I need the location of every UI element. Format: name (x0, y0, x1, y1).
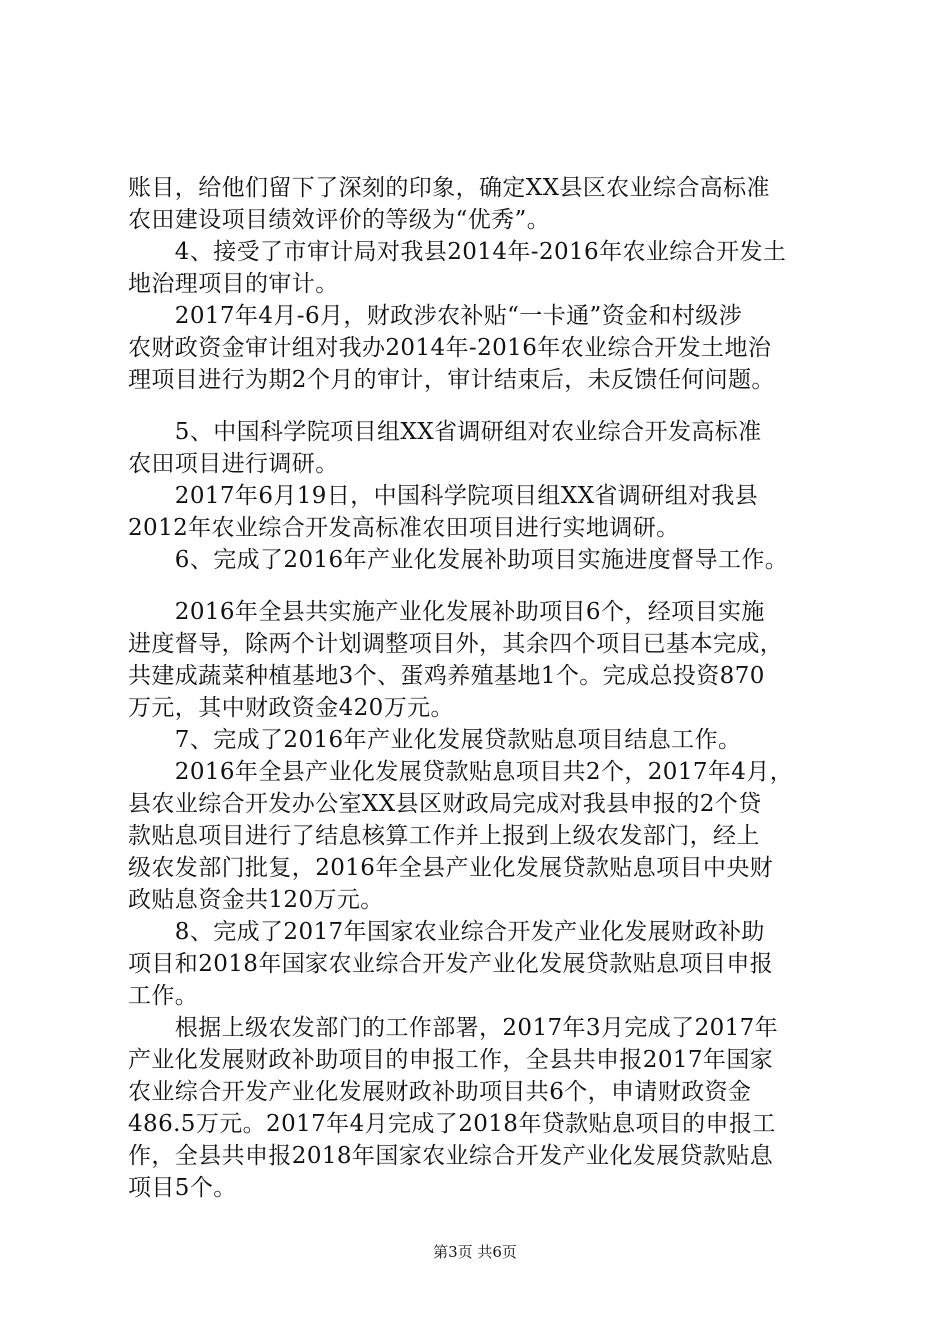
text-line: 项目和2018年国家农业综合开发产业化发展贷款贴息项目申报 (128, 951, 774, 977)
text-line: 8、完成了2017年国家农业综合开发产业化发展财政补助 (128, 919, 765, 945)
text-line: 万元，其中财政资金420万元。 (128, 695, 454, 721)
text-line: 地治理项目的审计。 (128, 271, 339, 297)
text-line: 农业综合开发产业化发展财政补助项目共6个，申请财政资金 (128, 1079, 752, 1105)
text-line: 工作。 (128, 983, 199, 1009)
text-line: 农财政资金审计组对我办2014年-2016年农业综合开发土地治 (128, 335, 772, 361)
text-line: 2017年6月19日，中国科学院项目组XX省调研组对我县 (128, 483, 759, 509)
text-line: 产业化发展财政补助项目的申报工作，全县共申报2017年国家 (128, 1047, 774, 1073)
page-number-footer: 第3页 共6页 (433, 1243, 517, 1261)
text-line: 根据上级农发部门的工作部署，2017年3月完成了2017年 (128, 1015, 779, 1041)
text-line: 共建成蔬菜种植基地3个、蛋鸡养殖基地1个。完成总投资870 (128, 663, 765, 689)
text-line: 7、完成了2016年产业化发展贷款贴息项目结息工作。 (128, 727, 742, 753)
text-line: 2017年4月-6月，财政涉农补贴“一卡通”资金和村级涉 (128, 303, 743, 329)
text-line: 项目5个。 (128, 1175, 237, 1201)
text-line: 进度督导，除两个计划调整项目外，其余四个项目已基本完成， (128, 631, 784, 657)
document-body (128, 172, 828, 1204)
text-line: 6、完成了2016年产业化发展补助项目实施进度督导工作。 (128, 547, 789, 573)
text-line: 款贴息项目进行了结息核算工作并上报到上级农发部门，经上 (128, 823, 760, 849)
text-line: 486.5万元。2017年4月完成了2018年贷款贴息项目的申报工 (128, 1111, 776, 1137)
paragraph-gap (128, 576, 828, 596)
text-line: 县农业综合开发办公室XX县区财政局完成对我县申报的2个贷 (128, 791, 762, 817)
text-line: 2012年农业综合开发高标准农田项目进行实地调研。 (128, 515, 680, 541)
text-line: 4、接受了市审计局对我县2014年-2016年农业综合开发土 (128, 239, 787, 265)
text-line: 政贴息资金共120万元。 (128, 887, 384, 913)
text-line: 农田项目进行调研。 (128, 451, 339, 477)
text-line: 理项目进行为期2个月的审计，审计结束后，未反馈任何问题。 (128, 367, 775, 393)
paragraph-gap (128, 396, 828, 416)
text-line: 2016年全县产业化发展贷款贴息项目共2个，2017年4月， (128, 759, 794, 785)
text-line: 农田建设项目绩效评价的等级为“优秀”。 (128, 207, 551, 233)
text-line: 2016年全县共实施产业化发展补助项目6个，经项目实施 (128, 599, 765, 625)
text-line: 作，全县共申报2018年国家农业综合开发产业化发展贷款贴息 (128, 1143, 774, 1169)
text-line: 5、中国科学院项目组XX省调研组对农业综合开发高标准 (128, 419, 762, 445)
text-line: 级农发部门批复，2016年全县产业化发展贷款贴息项目中央财 (128, 855, 774, 881)
text-line: 账目，给他们留下了深刻的印象，确定XX县区农业综合高标准 (128, 175, 770, 201)
